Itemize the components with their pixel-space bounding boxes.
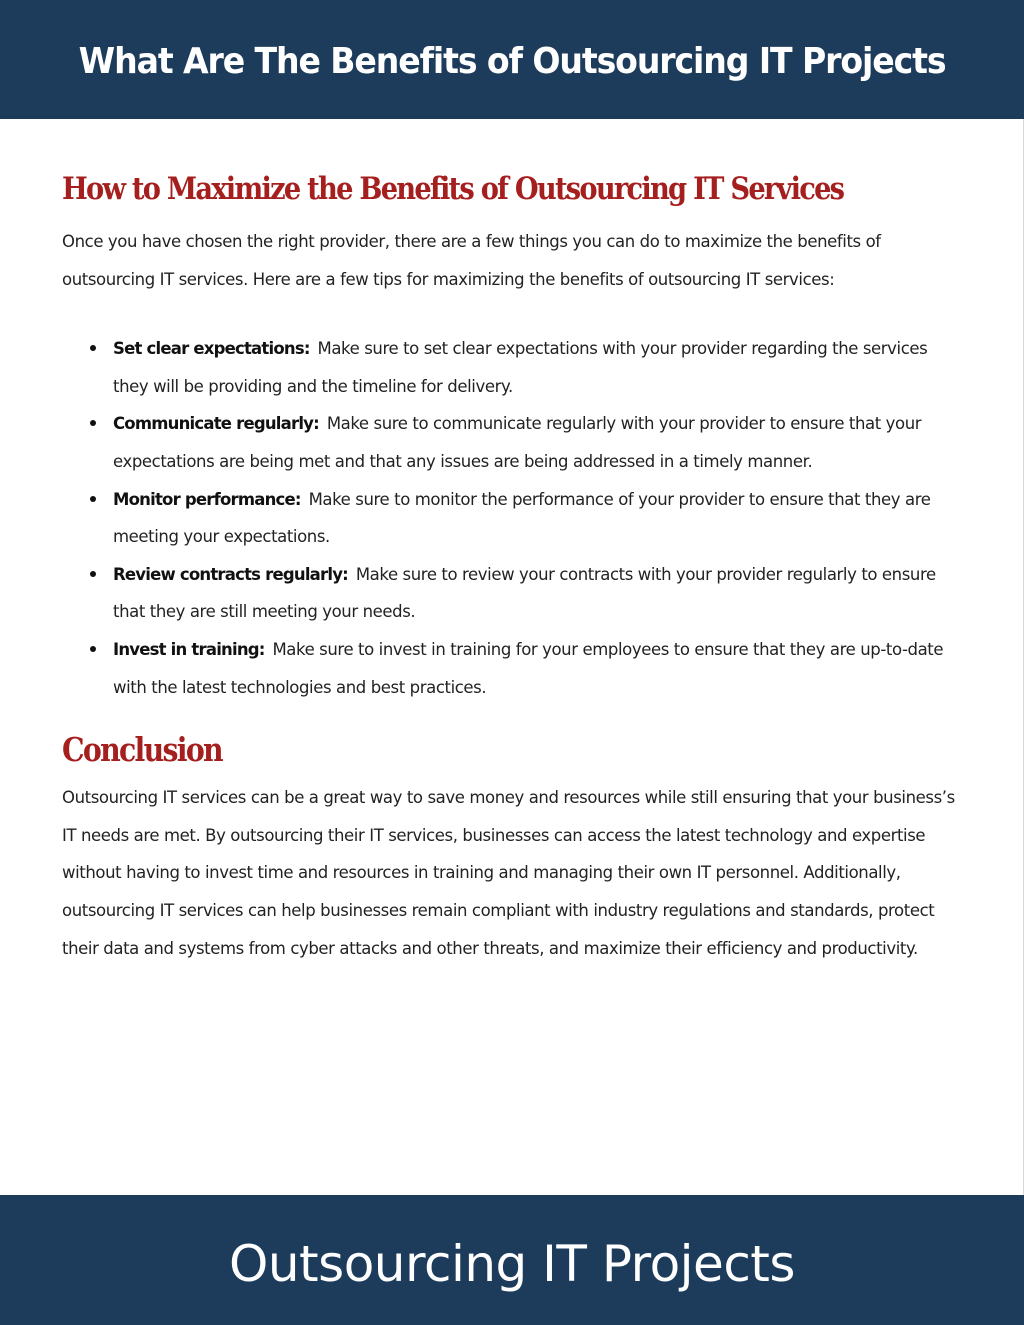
tips-list	[62, 330, 967, 706]
list-item	[113, 405, 967, 480]
bullet-icon	[90, 496, 96, 502]
maximize-benefits-heading: How to Maximize the Benefits of Outsourcing IT Services	[62, 171, 844, 207]
bullet-icon	[90, 646, 96, 652]
page-title: What Are The Benefits of Outsourcing IT Projects	[78, 41, 946, 82]
tip-text: Make sure to set clear expectations with your provider regarding the services they will be providing and the timeline for delivery.	[113, 339, 928, 396]
top-banner	[0, 0, 1024, 119]
tip-text: Make sure to communicate regularly with your provider to ensure that your expectations are being met and that any issues are being addressed in a timely manner.	[113, 414, 922, 471]
maximize-benefits-intro: Once you have chosen the right provider, there are a few things you can do to maximize the benefits of outsourcing IT services. Here are a few tips for maximizing the benefits of outsourcing IT services:	[62, 232, 881, 289]
conclusion-heading: Conclusion	[62, 730, 222, 770]
footer-title: Outsourcing IT Projects	[229, 1235, 795, 1293]
conclusion-paragraph: Outsourcing IT services can be a great way to save money and resources while still ensuring that your business’s IT needs are met. By outsourcing their IT services, businesses can access the latest technology and expertise without having to invest time and resources in training and managing their own IT personnel. Additionally, outsourcing IT services can help businesses remain compliant with industry regulations and standards, protect their data and systems from cyber attacks and other threats, and maximize their efficiency and productivity.	[62, 788, 955, 958]
conclusion-section	[62, 726, 967, 967]
tip-term: Review contracts regularly:	[113, 564, 348, 584]
tip-term: Communicate regularly:	[113, 414, 319, 434]
tip-text: Make sure to review your contracts with your provider regularly to ensure that they are still meeting your needs.	[113, 564, 936, 622]
tip-term: Set clear expectations:	[113, 339, 310, 359]
maximize-benefits-section	[62, 166, 967, 706]
tip-term: Invest in training:	[113, 639, 265, 659]
bottom-banner	[0, 1195, 1024, 1325]
main-content	[62, 166, 967, 967]
bullet-icon	[90, 420, 96, 426]
tip-text: Make sure to monitor the performance of your provider to ensure that they are meeting your expectations.	[113, 489, 931, 547]
list-item	[113, 556, 967, 631]
list-item	[113, 481, 967, 556]
bullet-icon	[90, 571, 96, 577]
tip-text: Make sure to invest in training for your employees to ensure that they are up-to-date with the latest technologies and best practices.	[113, 639, 944, 697]
list-item	[113, 330, 967, 405]
list-item	[113, 631, 967, 706]
bullet-icon	[90, 345, 96, 351]
tip-term: Monitor performance:	[113, 489, 301, 509]
